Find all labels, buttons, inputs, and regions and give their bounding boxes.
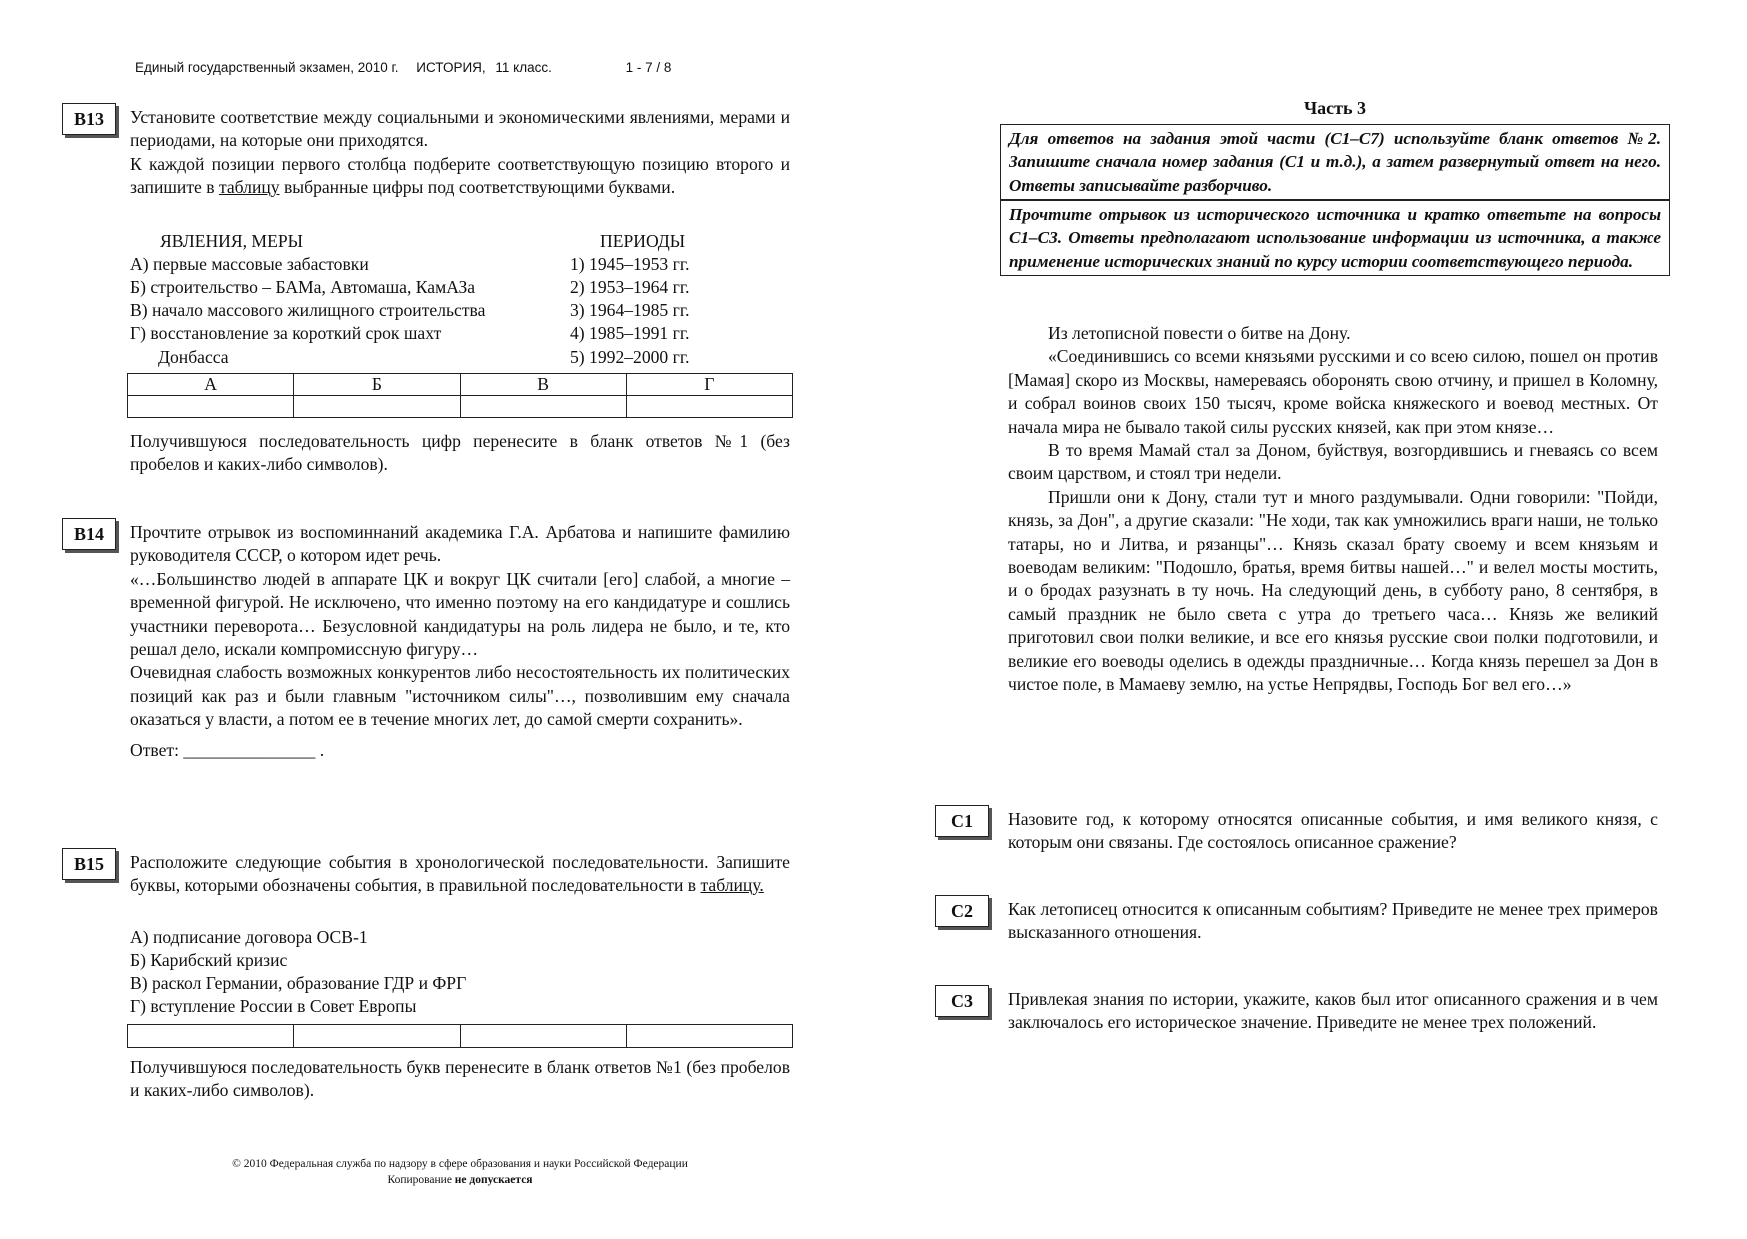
b13-intro: Установите соответствие между социальными и экономическими явлениями, мерами и периодами, на которые они приходятся.	[130, 107, 790, 151]
b13-item-a: А) первые массовые забастовки	[130, 254, 369, 274]
subject: ИСТОРИЯ,	[416, 60, 486, 75]
c3-text: Привлекая знания по истории, укажите, каков был итог описанного сражения и в чем заключалось его историческое значение. Приведите не менее трех положений.	[1008, 989, 1658, 1033]
b14-quote-1: «…Большинство людей в аппарате ЦК и вокруг ЦК считали [его] слабой, а многие – временной фигурой. Не исключено, что именно поэтому на его кандидатуре и сошлись участники переворота… Безусловной кандидатуры на роль лидера не было, и те, кто решал дело, искали компромиссную фигуру…	[130, 568, 790, 660]
b13-instr-pre: К каждой позиции первого столбца подберите соответствующую позицию второго и запишите в	[130, 153, 790, 198]
b15-cell-4[interactable]	[626, 1025, 792, 1048]
b14-intro: Прочтите отрывок из воспоминнаний академика Г.А. Арбатова и напишите фамилию руководителя СССР, о котором идет речь.	[130, 522, 790, 566]
b13-cell-g[interactable]	[626, 396, 792, 418]
b13-cell-v[interactable]	[460, 396, 626, 418]
b13-period-1: 1) 1945–1953 гг.	[570, 254, 690, 274]
source-text	[1008, 322, 1658, 697]
c2-text: Как летописец относится к описанным событиям? Приведите не менее трех примеров высказанного отношения.	[1008, 899, 1658, 943]
b15-item-b: Б) Карибский кризис	[130, 950, 288, 970]
source-title: Из летописной повести о битве на Дону.	[1048, 323, 1351, 343]
b13-col-v: В	[460, 374, 626, 396]
part3-instruction-box: Для ответов на задания этой части (С1–С7) используйте бланк ответов №2. Запишите сначала номер задания (С1 и т.д.), а затем развернутый ответ на него. Ответы записывайте разборчиво.	[1000, 124, 1670, 200]
task-label-b15: B15	[62, 848, 116, 880]
b13-instr-post: выбранные цифры под соответствующими буквами.	[283, 177, 676, 198]
source-paragraph-3: Пришли они к Дону, стали тут и много раздумывали. Одни говорили: "Пойди, князь, за Дон", а другие сказали: "Не ходи, так как умножились враги наши, не только татары, но и Литва, и рязанцы"… Князь сказал брату своему и всем князьям и воеводам великим: "Подошло, братья, время битвы нашей…" и велел мосты мостить, и о бродах разузнать в ту ночь. На следующий день, в субботу рано, 8 сентября, в самый праздник не было света с утра до третьего часа… Князь же великий приготовил свои полки великие, и все его князья русские свои полки подготовили, и великие его воеводы оделись в одежды праздничные… Когда князь перешел за Дон в чистое поле, в Мамаеву землю, на устье Непрядвы, Господь Бог вел его…»	[1008, 486, 1658, 695]
b13-table-link: таблицу	[218, 177, 280, 198]
source-paragraph-1: «Соединившись со всеми князьями русскими и со всею силою, пошел он против [Мамая] скоро из Москвы, намереваясь оборонять свою отчину, и пришел в Коломну, и собрал воинов своих 150 тысяч, кроме войска княжеского и воевод местных. От начала мира не бывало такой силы русских князей, как при этом князе…	[1008, 346, 1658, 437]
b13-item-b: Б) строительство – БАМа, Автомаша, КамАЗа	[130, 277, 476, 297]
copy-notice-bold: не допускается	[454, 1174, 533, 1186]
part3-title: Часть 3	[1303, 98, 1367, 118]
page-number: 1 - 7 / 8	[625, 60, 672, 75]
grade: 11 класс.	[495, 60, 552, 75]
b13-period-5: 5) 1992–2000 гг.	[570, 347, 690, 367]
b13-cell-a[interactable]	[128, 396, 294, 418]
b13-instruction	[130, 153, 790, 200]
b15-answer-table	[127, 1024, 793, 1048]
b14-answer: Ответ: _______________ .	[130, 739, 325, 760]
b13-period-2: 2) 1953–1964 гг.	[570, 277, 690, 297]
exam-title: Единый государственный экзамен, 2010 г.	[135, 60, 399, 75]
b15-cell-1[interactable]	[128, 1025, 294, 1048]
b13-item-g-cont: Донбасса	[158, 347, 229, 367]
page-header	[135, 60, 671, 75]
b13-col-a: А	[128, 374, 294, 396]
copy-notice	[180, 1172, 740, 1188]
task-label-c1: C1	[935, 805, 989, 837]
b15-cell-3[interactable]	[460, 1025, 626, 1048]
b14-text	[130, 521, 790, 762]
b15-item-v: В) раскол Германии, образование ГДР и ФРГ	[130, 973, 467, 993]
b13-col1-header: ЯВЛЕНИЯ, МЕРЫ	[160, 231, 303, 251]
b13-col-g: Г	[626, 374, 792, 396]
b13-item-g: Г) восстановление за короткий срок шахт	[130, 323, 442, 343]
b13-col2-header: ПЕРИОДЫ	[600, 231, 686, 251]
copy-notice-pre: Копирование	[387, 1174, 452, 1186]
b15-intro	[130, 851, 790, 898]
b13-item-v: В) начало массового жилищного строительства	[130, 300, 486, 320]
page-footer	[180, 1156, 740, 1188]
b13-cell-b[interactable]	[294, 396, 460, 418]
b15-cell-2[interactable]	[294, 1025, 460, 1048]
b13-answer-table	[127, 373, 793, 418]
c1-text: Назовите год, к которому относятся описанные события, и имя великого князя, с которым они связаны. Где состоялось описанное сражение?	[1008, 809, 1658, 853]
b13-footer: Получившуюся последовательность цифр перенесите в бланк ответов №1 (без пробелов и каких-либо символов).	[130, 431, 790, 475]
task-label-b14: B14	[62, 518, 116, 550]
source-paragraph-2: В то время Мамай стал за Доном, буйствуя, возгордившись и гневаясь со всем своим царством, и стоял три недели.	[1008, 440, 1658, 484]
part3-source-box: Прочтите отрывок из исторического источника и кратко ответьте на вопросы С1–С3. Ответы предполагают использование информации из источника, а также применение исторических знаний по курсу истории соответствующего периода.	[1000, 200, 1670, 276]
b15-table-link: таблицу.	[700, 875, 764, 896]
b15-item-g: Г) вступление России в Совет Европы	[130, 996, 417, 1016]
task-label-c3: C3	[935, 985, 989, 1017]
b15-footer: Получившуюся последовательность букв перенесите в бланк ответов №1 (без пробелов и каких-либо символов).	[130, 1057, 790, 1101]
copyright: © 2010 Федеральная служба по надзору в сфере образования и науки Российской Федерации	[232, 1158, 688, 1170]
task-label-b13: B13	[62, 103, 116, 135]
b13-col-b: Б	[294, 374, 460, 396]
b13-period-4: 4) 1985–1991 гг.	[570, 323, 690, 343]
b13-period-3: 3) 1964–1985 гг.	[570, 300, 690, 320]
b13-text	[130, 106, 790, 200]
b15-intro-text: Расположите следующие события в хронологической последовательности. Запишите буквы, которыми обозначены события, в правильной последовательности в	[130, 852, 790, 896]
b14-quote-2: Очевидная слабость возможных конкурентов либо несостоятельность их политических позиций как раз и были главным "источником силы"…, позволившим ему сначала оказаться у власти, а потом ее в течение многих лет, до самой смерти сохранить».	[130, 662, 790, 730]
task-label-c2: C2	[935, 895, 989, 927]
b15-item-a: А) подписание договора ОСВ-1	[130, 927, 368, 947]
